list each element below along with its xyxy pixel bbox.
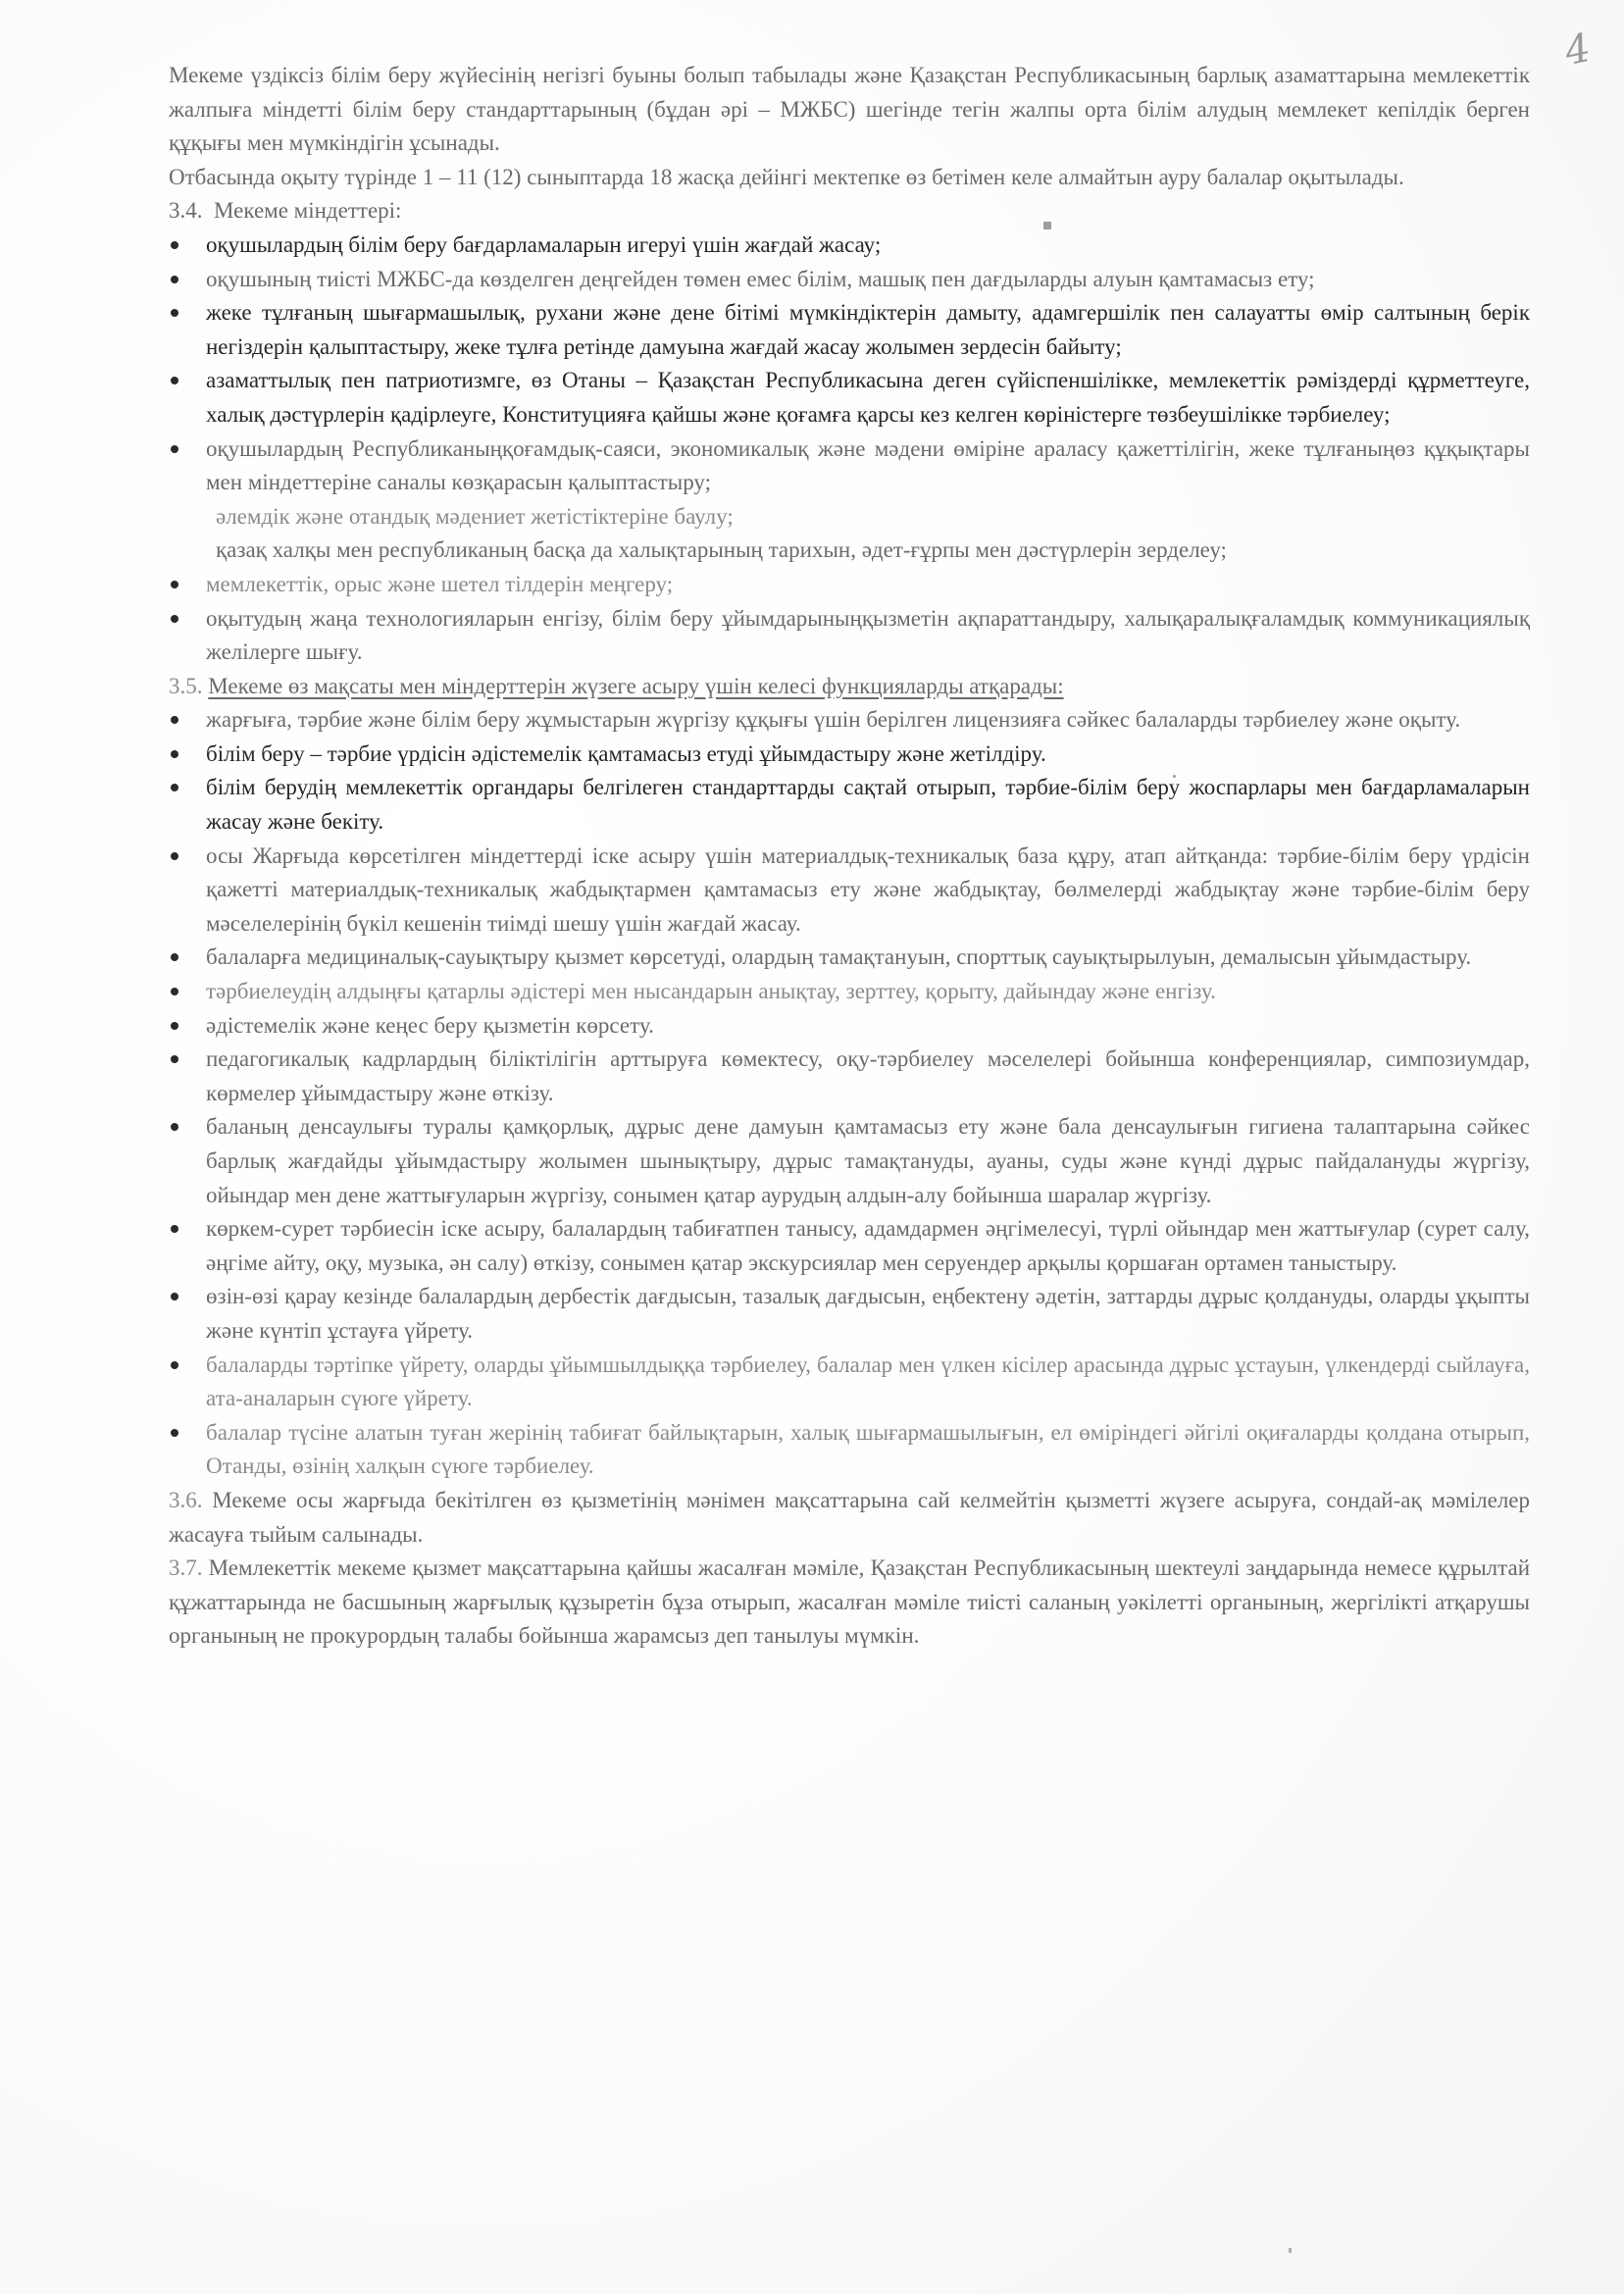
bullet-icon xyxy=(171,953,178,961)
list-item-text: баланың денсаулығы туралы қамқорлық, дұрыс дене дамуын қамтамасыз ету және бала денсаулығын гигиена талаптарына сәйкес барлық жағдайды ұйымдастыру жолымен шынықтыру, дұрыс тамақтануды, ауаны, суды және күнді дұрыс пайдалануды жүргізу, ойындар мен дене жаттығуларын жүргізу, сонымен қатар аурудың алдын-алу бойынша шаралар жүргізу. xyxy=(206,1114,1530,1207)
list-item-text: көркем-сурет тәрбиесін іске асыру, балалардың табиғатпен танысу, адамдармен әңгімелесуі, түрлі ойындар мен жаттығулар (сурет салу, әңгіме айту, оқу, музыка, ән салу) өткізу, сонымен қатар экскурсиялар мен серуендер арқылы қоршаған ортамен таныстыру. xyxy=(206,1216,1530,1275)
section-3-4-heading xyxy=(169,194,1530,229)
list-item xyxy=(169,703,1530,738)
list-item-text: осы Жарғыда көрсетілген міндеттерді іске асыру үшін материалдық-техникалық база құру, атап айтқанда: тәрбие-білім беру үрдісін қажетті материалдық-техникалық жабдықтармен қамтамасыз ету және жабдықтау, бөлмелерді жабдықтау және тәрбие-білім беру мәселелерінің бүкіл кешенін тиімді шешу үшін жағдай жасау. xyxy=(206,842,1530,936)
indented-line: әлемдік және отандық мәдениет жетістіктеріне баулу; xyxy=(216,503,734,529)
list-item xyxy=(169,975,1530,1009)
list-item-text: оқушылардың білім беру бағдарламаларын игеруі үшін жағдай жасау; xyxy=(206,231,882,257)
list-item xyxy=(169,433,1530,500)
bullet-icon xyxy=(171,716,178,724)
section-text: Мемлекеттік мекеме қызмет мақсаттарына қайшы жасалған мәміле, Қазақстан Республикасының шектеулі заңдарында немесе құрылтай құжаттарында не басшының жарғылық құзыретін бұза отырып, жасалған мәміле тиісті саланың уәкілетті органының, жергілікті атқарушы органының не прокурордың талабы бойынша жарамсыз деп танылуы мүмкін. xyxy=(169,1555,1531,1649)
paragraph-3-3-text: Мекеме үздіксіз білім беру жүйесінің негізгі буыны болып табылады және Қазақстан Республикасының барлық азаматтарына мемлекеттік жалпыға міндетті білім беру стандарттарының (бұдан әрі – МЖБС) шегінде тегін жалпы орта білім алудың мемлекет кепілдік берген құқығы мен мүмкіндігін ұсынады. xyxy=(169,63,1530,156)
section-text: Мекеме осы жарғыда бекітілген өз қызметінің мәнімен мақсаттарына сай келмейтін қызметті жүзеге асыруға, сондай-ақ мәмілелер жасауға тыйым салынады. xyxy=(169,1487,1531,1547)
list-item xyxy=(169,1110,1530,1212)
list-item-text: оқушылардың Республиканыңқоғамдық-саяси, экономикалық және мәдени өміріне араласу қажеттілігін, жеке тұлғаныңөз құқықтары мен міндеттеріне саналы көзқарасын қалыптастыру; xyxy=(206,435,1530,495)
section-title: Мекеме міндеттері: xyxy=(214,198,402,224)
list-item-text: мемлекеттік, орыс және шетел тілдерін меңгеру; xyxy=(206,571,674,596)
bullet-icon xyxy=(171,1429,178,1437)
section-number: 3.6. xyxy=(169,1487,203,1512)
bullet-icon xyxy=(171,1055,178,1063)
bullet-icon xyxy=(171,445,178,453)
bullet-icon xyxy=(171,1225,178,1233)
bullet-icon xyxy=(171,1293,178,1300)
bullet-icon xyxy=(171,1022,178,1030)
list-item xyxy=(169,941,1530,975)
paragraph-home-schooling: Отбасында оқыту түрінде 1 – 11 (12) сыныптарда 18 жасқа дейінгі мектепке өз бетімен келе алмайтын ауру балалар оқытылады. xyxy=(169,164,1404,189)
bullet-icon xyxy=(171,581,178,588)
section-number: 3.5. xyxy=(169,673,203,698)
list-item-text: білім берудің мемлекеттік органдары белгілеген стандарттарды сақтай отырып, тәрбие-білім беру жоспарлары мен бағдарламаларын жасау және бекіту. xyxy=(206,775,1530,835)
list-item xyxy=(169,1212,1530,1280)
section-3-5-heading xyxy=(169,670,1530,704)
section-number: 3.7. xyxy=(169,1555,203,1581)
list-item xyxy=(169,296,1530,364)
list-item xyxy=(169,1349,1530,1416)
bullet-icon xyxy=(171,750,178,758)
bullet-icon xyxy=(171,615,178,623)
list-item-text: білім беру – тәрбие үрдісін әдістемелік қамтамасыз етуді ұйымдастыру және жетілдіру. xyxy=(206,740,1046,766)
section-3-6-paragraph xyxy=(169,1484,1530,1552)
list-item-text: балалар түсіне алатын туған жерінің табиғат байлықтарын, халық шығармашылығын, ел өміріндегі әйгілі оқиғаларды қолдана отырып, Отанды, өзінің халқын сүюге тәрбиелеу. xyxy=(206,1419,1530,1479)
list-item-text: балаларға медициналық-сауықтыру қызмет көрсетуді, олардың тамақтануын, спорттық сауықтырылуын, демалысын ұйымдастыру. xyxy=(206,944,1472,970)
page-number-handwritten: 4 xyxy=(1560,25,1595,76)
list-item xyxy=(169,738,1530,772)
list-item xyxy=(169,568,1530,602)
list-item xyxy=(169,602,1530,670)
list-item xyxy=(169,1043,1530,1110)
list-item xyxy=(169,1416,1530,1484)
list-item xyxy=(169,364,1530,432)
list-item-text: оқушының тиісті МЖБС-да көзделген деңгейден төмен емес білім, машық пен дағдыларды алуын қамтамасыз ету; xyxy=(206,266,1315,291)
bullet-icon xyxy=(171,852,178,860)
list-item xyxy=(169,840,1530,942)
document-body xyxy=(169,59,1530,1654)
bullet-icon xyxy=(171,377,178,384)
list-item-text: өзін-өзі қарау кезінде балалардың дербестік дағдысын, тазалық дағдысын, еңбектену әдетін, заттарды дұрыс қолдануды, оларды ұқыпты және күнтіп ұстауға үйрету. xyxy=(206,1284,1530,1343)
list-item xyxy=(169,229,1530,263)
list-item-text: әдістемелік және кеңес беру қызметін көрсету. xyxy=(206,1012,654,1038)
bullet-icon xyxy=(171,988,178,995)
list-item xyxy=(169,1009,1530,1044)
section-3-7-paragraph xyxy=(169,1552,1530,1654)
bullet-icon xyxy=(171,309,178,317)
list-item-text: балаларды тәртіпке үйрету, оларды ұйымшылдыққа тәрбиелеу, балалар мен үлкен кісілер арасында дұрыс ұстауын, үлкендерді сыйлауға, ата-аналарын сүюге үйрету. xyxy=(206,1351,1530,1411)
bullet-icon xyxy=(171,276,178,283)
bullet-icon xyxy=(171,241,178,249)
list-item-text: тәрбиелеудің алдыңғы қатарлы әдістері мен нысандарын анықтау, зерттеу, қорыту, дайындау және енгізу. xyxy=(206,979,1216,1004)
list-item-text: жарғыға, тәрбие және білім беру жұмыстарын жүргізу құқығы үшін берілген лицензияға сәйкес балаларды тәрбиелеу және оқыту. xyxy=(206,707,1461,733)
list-item xyxy=(169,1280,1530,1348)
bullet-icon xyxy=(171,784,178,791)
scan-speck xyxy=(1289,2248,1292,2253)
indented-line: қазақ халқы мен республиканың басқа да халықтарының тарихын, әдет-ғұрпы мен дәстүрлерін зерделеу; xyxy=(216,537,1227,563)
list-item-text: жеке тұлғаның шығармашылық, рухани және дене бітімі мүмкіндіктерін дамыту, адамгершілік пен салауатты өмір салтының берік негіздерін қалыптастыру, жеке тұлға ретінде дамуына жағдай жасау жолымен зердесін байыту; xyxy=(206,300,1530,359)
bullet-icon xyxy=(171,1123,178,1131)
section-title: Мекеме өз мақсаты мен міндерттерін жүзеге асыру үшін келесі функцияларды атқарады: xyxy=(208,673,1064,698)
list-item xyxy=(169,771,1530,839)
list-item-text: оқытудың жаңа технологияларын енгізу, білім беру ұйымдарыныңқызметін ақпараттандыру, халықаралықғаламдық коммуникациялық желілерге шығу. xyxy=(206,605,1530,665)
list-item-text: азаматтылық пен патриотизмге, өз Отаны – Қазақстан Республикасына деген сүйіспеншілікке, мемлекеттік рәміздерді құрметтеуге, халық дәстүрлерін қадірлеуге, Конституцияға қайшы және қоғамға қарсы кез келген көріністерге төзбеушілікке тәрбиелеу; xyxy=(206,368,1530,427)
list-item-text: педагогикалық кадрлардың біліктілігін арттыруға көмектесу, оқу-тәрбиелеу мәселелері бойынша конференциялар, симпозиумдар, көрмелер ұйымдастыру және өткізу. xyxy=(206,1046,1530,1105)
bullet-icon xyxy=(171,1361,178,1369)
section-number: 3.4. xyxy=(169,198,203,224)
list-item xyxy=(169,263,1530,297)
